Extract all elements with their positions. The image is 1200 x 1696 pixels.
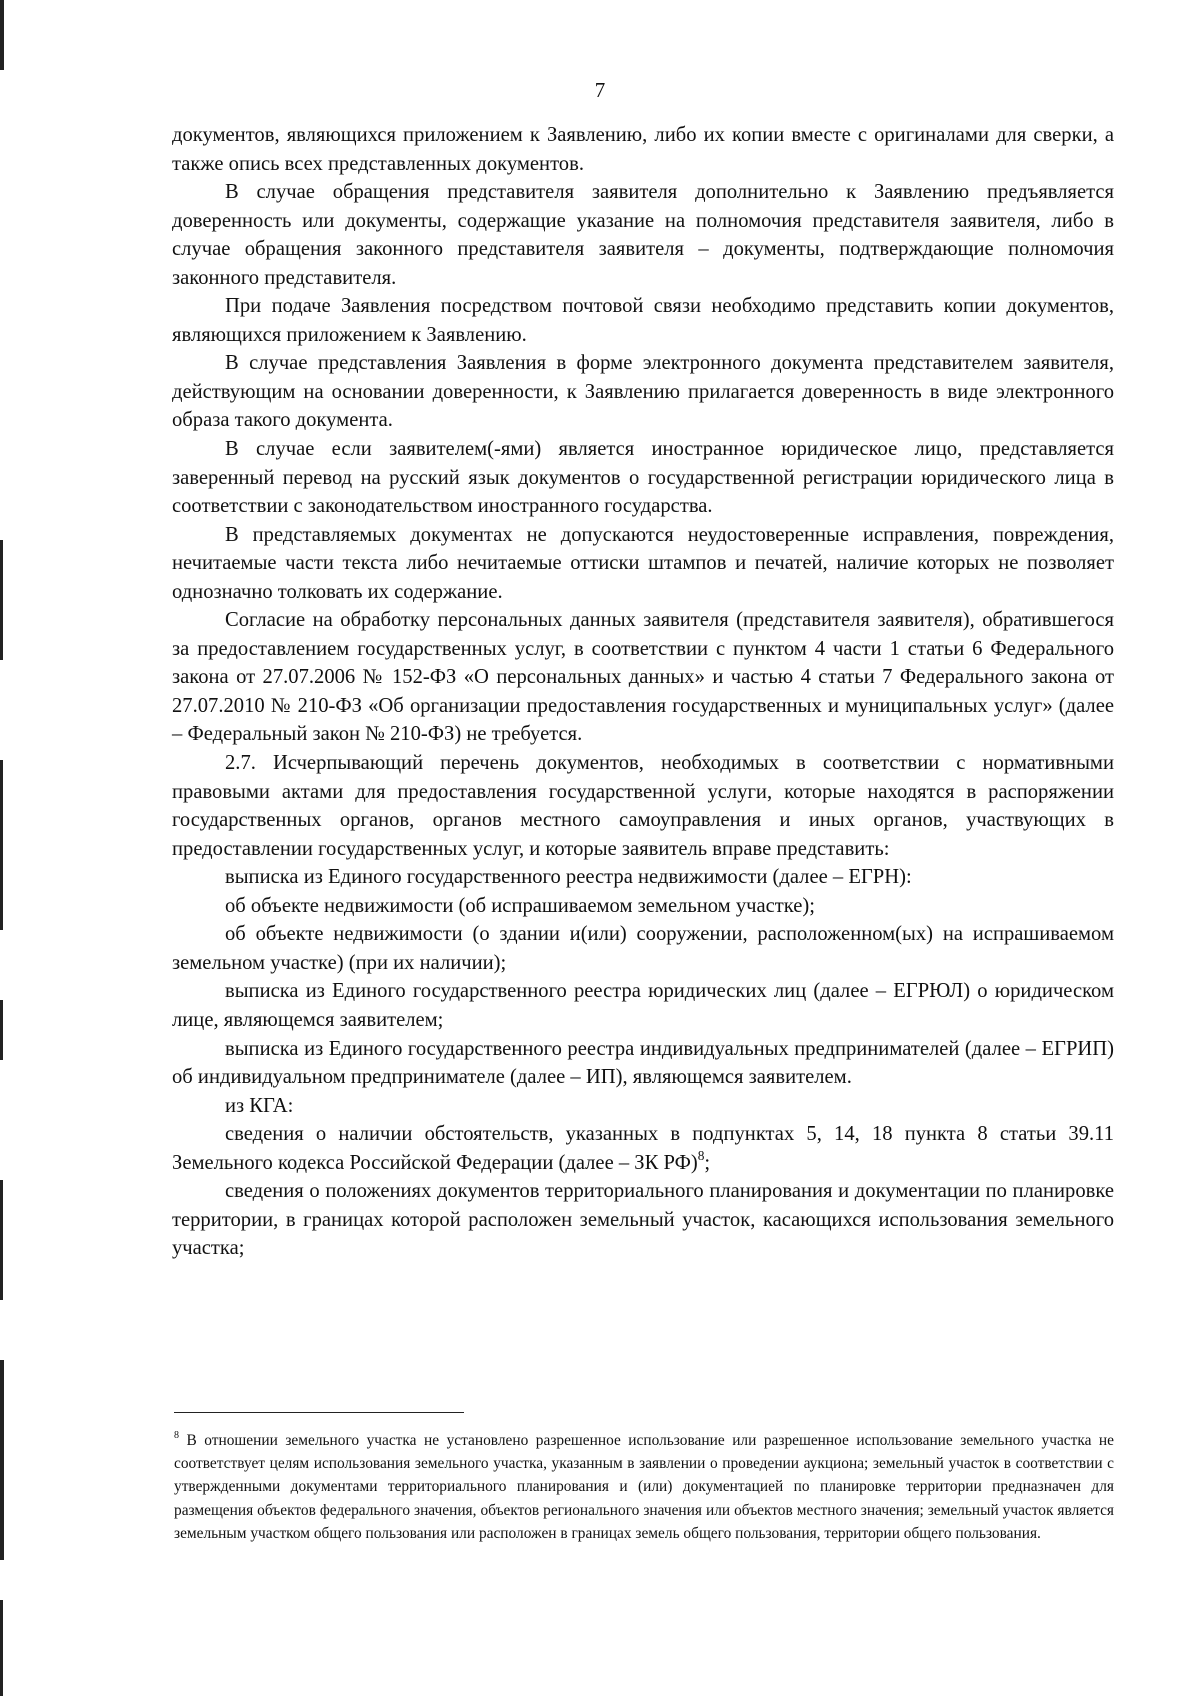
footnote-mark: 8 xyxy=(174,1430,179,1442)
paragraph-tail: ; xyxy=(704,1151,711,1174)
paragraph: выписка из Единого государственного реестра недвижимости (далее – ЕГРН): xyxy=(225,866,912,889)
paragraph-text: сведения о наличии обстоятельств, указанных в подпунктах 5, 14, 18 пункта 8 статьи 39.11 Земельного кодекса Российской Федерации (далее – ЗК РФ) xyxy=(172,1123,1114,1174)
footnote-reference[interactable]: 8 xyxy=(697,1148,705,1164)
page-number: 7 xyxy=(594,78,606,102)
paragraph: из КГА: xyxy=(225,1094,294,1117)
paragraph: Согласие на обработку персональных данных заявителя (представителя заявителя), обратившегося за предоставлением государственных услуг, в соответствии с пунктом 4 части 1 статьи 6 Федерального закона от 27.07.2006 № 152-ФЗ «О персональных данных» и частью 4 статьи 7 Федерального закона от 27.07.2010 № 210-ФЗ «Об организации предоставления государственных и муниципальных услуг» (далее – Федеральный закон № 210-ФЗ) не требуется. xyxy=(172,609,1114,746)
paragraph: документов, являющихся приложением к Заявлению, либо их копии вместе с оригиналами для сверки, а также опись всех представленных документов. xyxy=(172,124,1114,175)
paragraph: 2.7. Исчерпывающий перечень документов, необходимых в соответствии с нормативными правовыми актами для предоставления государственной услуги, которые находятся в распоряжении государственных органов, органов местного самоуправления и иных органов, участвующих в предоставлении государственных услуг, и которые заявитель вправе представить: xyxy=(172,752,1114,860)
paragraph-with-footnote-ref xyxy=(172,1120,1114,1177)
footnote xyxy=(174,1429,1114,1545)
paragraph: При подаче Заявления посредством почтовой связи необходимо представить копии документов, являющихся приложением к Заявлению. xyxy=(172,295,1114,346)
document-body xyxy=(172,121,1114,1263)
footnote-text: В отношении земельного участка не установлено разрешенное использование или разрешенное использование земельного участка не соответствует целям использования земельного участка, указанным в заявлении о проведении аукциона; земельный участок в соответствии с утвержденными документами территориального планирования и (или) документацией по планировке территории предназначен для размещения объектов федерального значения, объектов регионального значения или объектов местного значения; земельный участок является земельным участком общего пользования или расположен в границах земель общего пользования, территории общего пользования. xyxy=(174,1432,1114,1542)
paragraph: об объекте недвижимости (о здании и(или) сооружении, расположенном(ых) на испрашиваемом земельном участке) (при их наличии); xyxy=(172,923,1114,974)
footnote-separator xyxy=(174,1412,464,1413)
paragraph: сведения о положениях документов территориального планирования и документации по планировке территории, в границах которой расположен земельный участок, касающихся использования земельного участка; xyxy=(172,1180,1114,1260)
paragraph: В случае если заявителем(-ями) является иностранное юридическое лицо, представляется заверенный перевод на русский язык документов о государственной регистрации юридического лица в соответствии с законодательством иностранного государства. xyxy=(172,438,1114,518)
paragraph: В случае представления Заявления в форме электронного документа представителем заявителя, действующим на основании доверенности, к Заявлению прилагается доверенность в виде электронного образа такого документа. xyxy=(172,352,1114,432)
paragraph: выписка из Единого государственного реестра индивидуальных предпринимателей (далее – ЕГРИП) об индивидуальном предпринимателе (далее – ИП), являющемся заявителем. xyxy=(172,1037,1114,1089)
paragraph: выписка из Единого государственного реестра юридических лиц (далее – ЕГРЮЛ) о юридическом лице, являющемся заявителем; xyxy=(172,980,1114,1031)
scan-edge-marks xyxy=(0,0,6,1696)
paragraph: В случае обращения представителя заявителя дополнительно к Заявлению предъявляется доверенность или документы, содержащие указание на полномочия представителя заявителя, либо в случае обращения законного представителя заявителя – документы, подтверждающие полномочия законного представителя. xyxy=(172,181,1114,289)
paragraph: об объекте недвижимости (об испрашиваемом земельном участке); xyxy=(225,894,816,917)
paragraph: В представляемых документах не допускаются неудостоверенные исправления, повреждения, нечитаемые части текста либо нечитаемые оттиски штампов и печатей, наличие которых не позволяет однозначно толковать их содержание. xyxy=(172,523,1114,603)
